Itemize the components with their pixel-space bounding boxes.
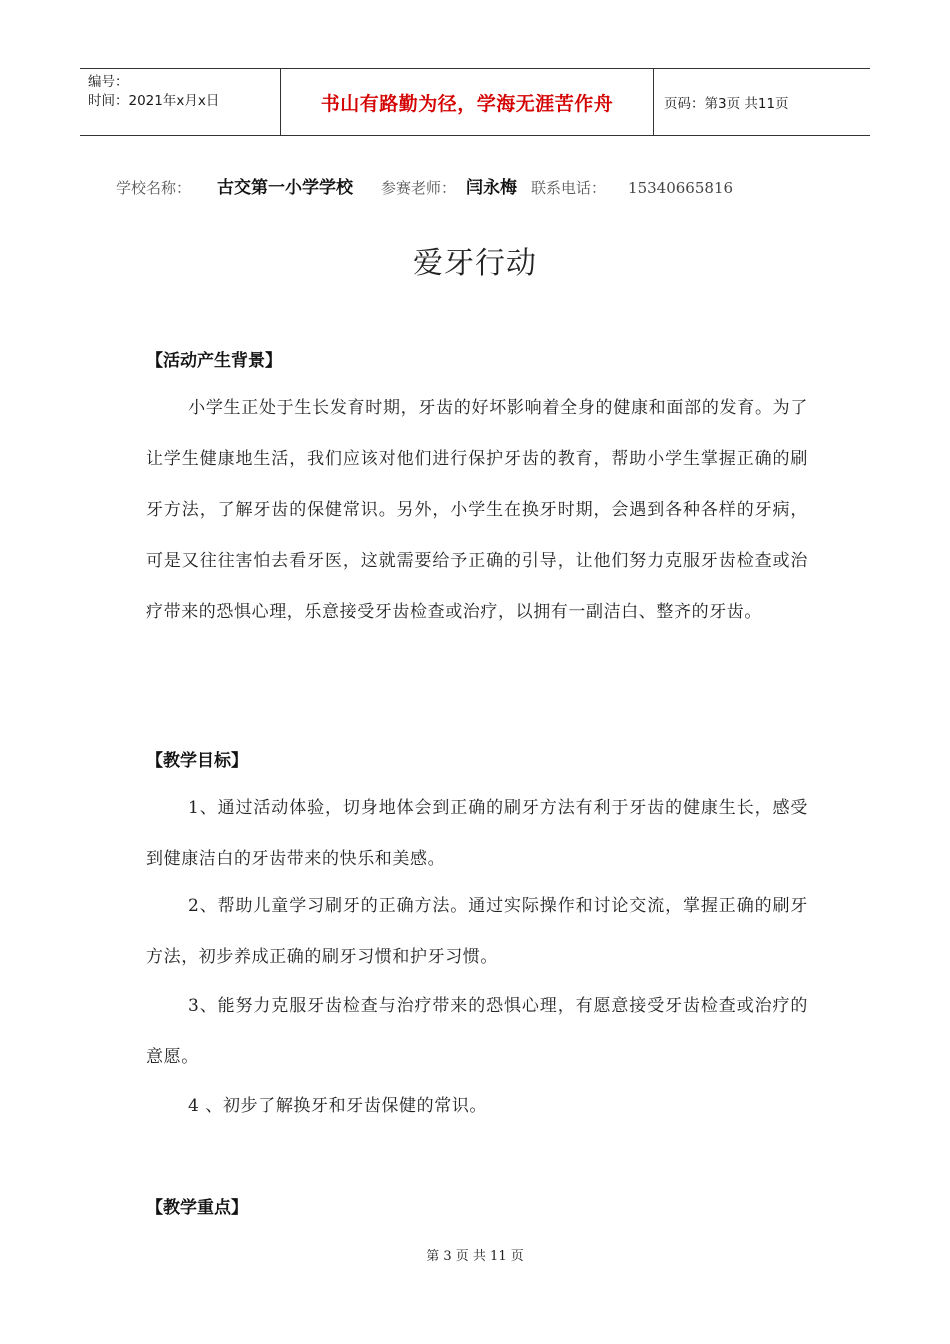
school-label: 学校名称： [116, 179, 192, 197]
document-title: 爱牙行动 [413, 246, 537, 281]
section-heading-background: 【活动产生背景】 [146, 351, 282, 371]
header-meta [80, 69, 280, 135]
teacher-name: 闫永梅 [466, 178, 518, 198]
phone-label: 联系电话： [531, 179, 607, 197]
goal-item-3 [146, 981, 808, 1083]
phone-number: 15340665816 [628, 179, 734, 197]
background-text: 小学生正处于生长发育时期，牙齿的好坏影响着全身的健康和面部的发育。为了让学生健康地生活，我们应该对他们进行保护牙齿的教育，帮助小学生掌握正确的刷牙方法，了解牙齿的保健常识。另外，小学生在换牙时期，会遇到各种各样的牙病，可是又往往害怕去看牙医，这就需要给予正确的引导，让他们努力克服牙齿检查或治疗带来的恐惧心理，乐意接受牙齿检查或治疗，以拥有一副洁白、整齐的牙齿。 [146, 398, 808, 622]
header-motto: 书山有路勤为径，学海无涯苦作舟 [280, 69, 654, 135]
goal-text-1: 1、通过活动体验，切身地体会到正确的刷牙方法有利于牙齿的健康生长，感受到健康洁白的牙齿带来的快乐和美感。 [146, 798, 808, 869]
section-heading-focus: 【教学重点】 [146, 1198, 248, 1218]
document-number: 编号： [88, 74, 129, 90]
goal-item-4 [146, 1081, 808, 1132]
document-time: 时间：2021年x月x日 [88, 93, 220, 109]
goal-text-4: 4 、初步了解换牙和牙齿保健的常识。 [188, 1096, 488, 1116]
goal-item-2 [146, 881, 808, 983]
school-name: 古交第一小学学校 [217, 178, 354, 198]
goal-text-3: 3、能努力克服牙齿检查与治疗带来的恐惧心理，有愿意接受牙齿检查或治疗的意愿。 [146, 996, 808, 1067]
school-info-line [116, 173, 733, 198]
page-footer: 第 3 页 共 11 页 [426, 1249, 524, 1264]
teacher-label: 参赛老师： [381, 179, 457, 197]
header-page-info: 页码：第3页 共11页 [664, 96, 789, 112]
background-paragraph [146, 383, 808, 638]
header-table [80, 68, 870, 136]
goal-item-1 [146, 783, 808, 885]
goal-text-2: 2、帮助儿童学习刷牙的正确方法。通过实际操作和讨论交流，掌握正确的刷牙方法，初步养成正确的刷牙习惯和护牙习惯。 [146, 896, 808, 967]
section-heading-goals: 【教学目标】 [146, 751, 248, 771]
